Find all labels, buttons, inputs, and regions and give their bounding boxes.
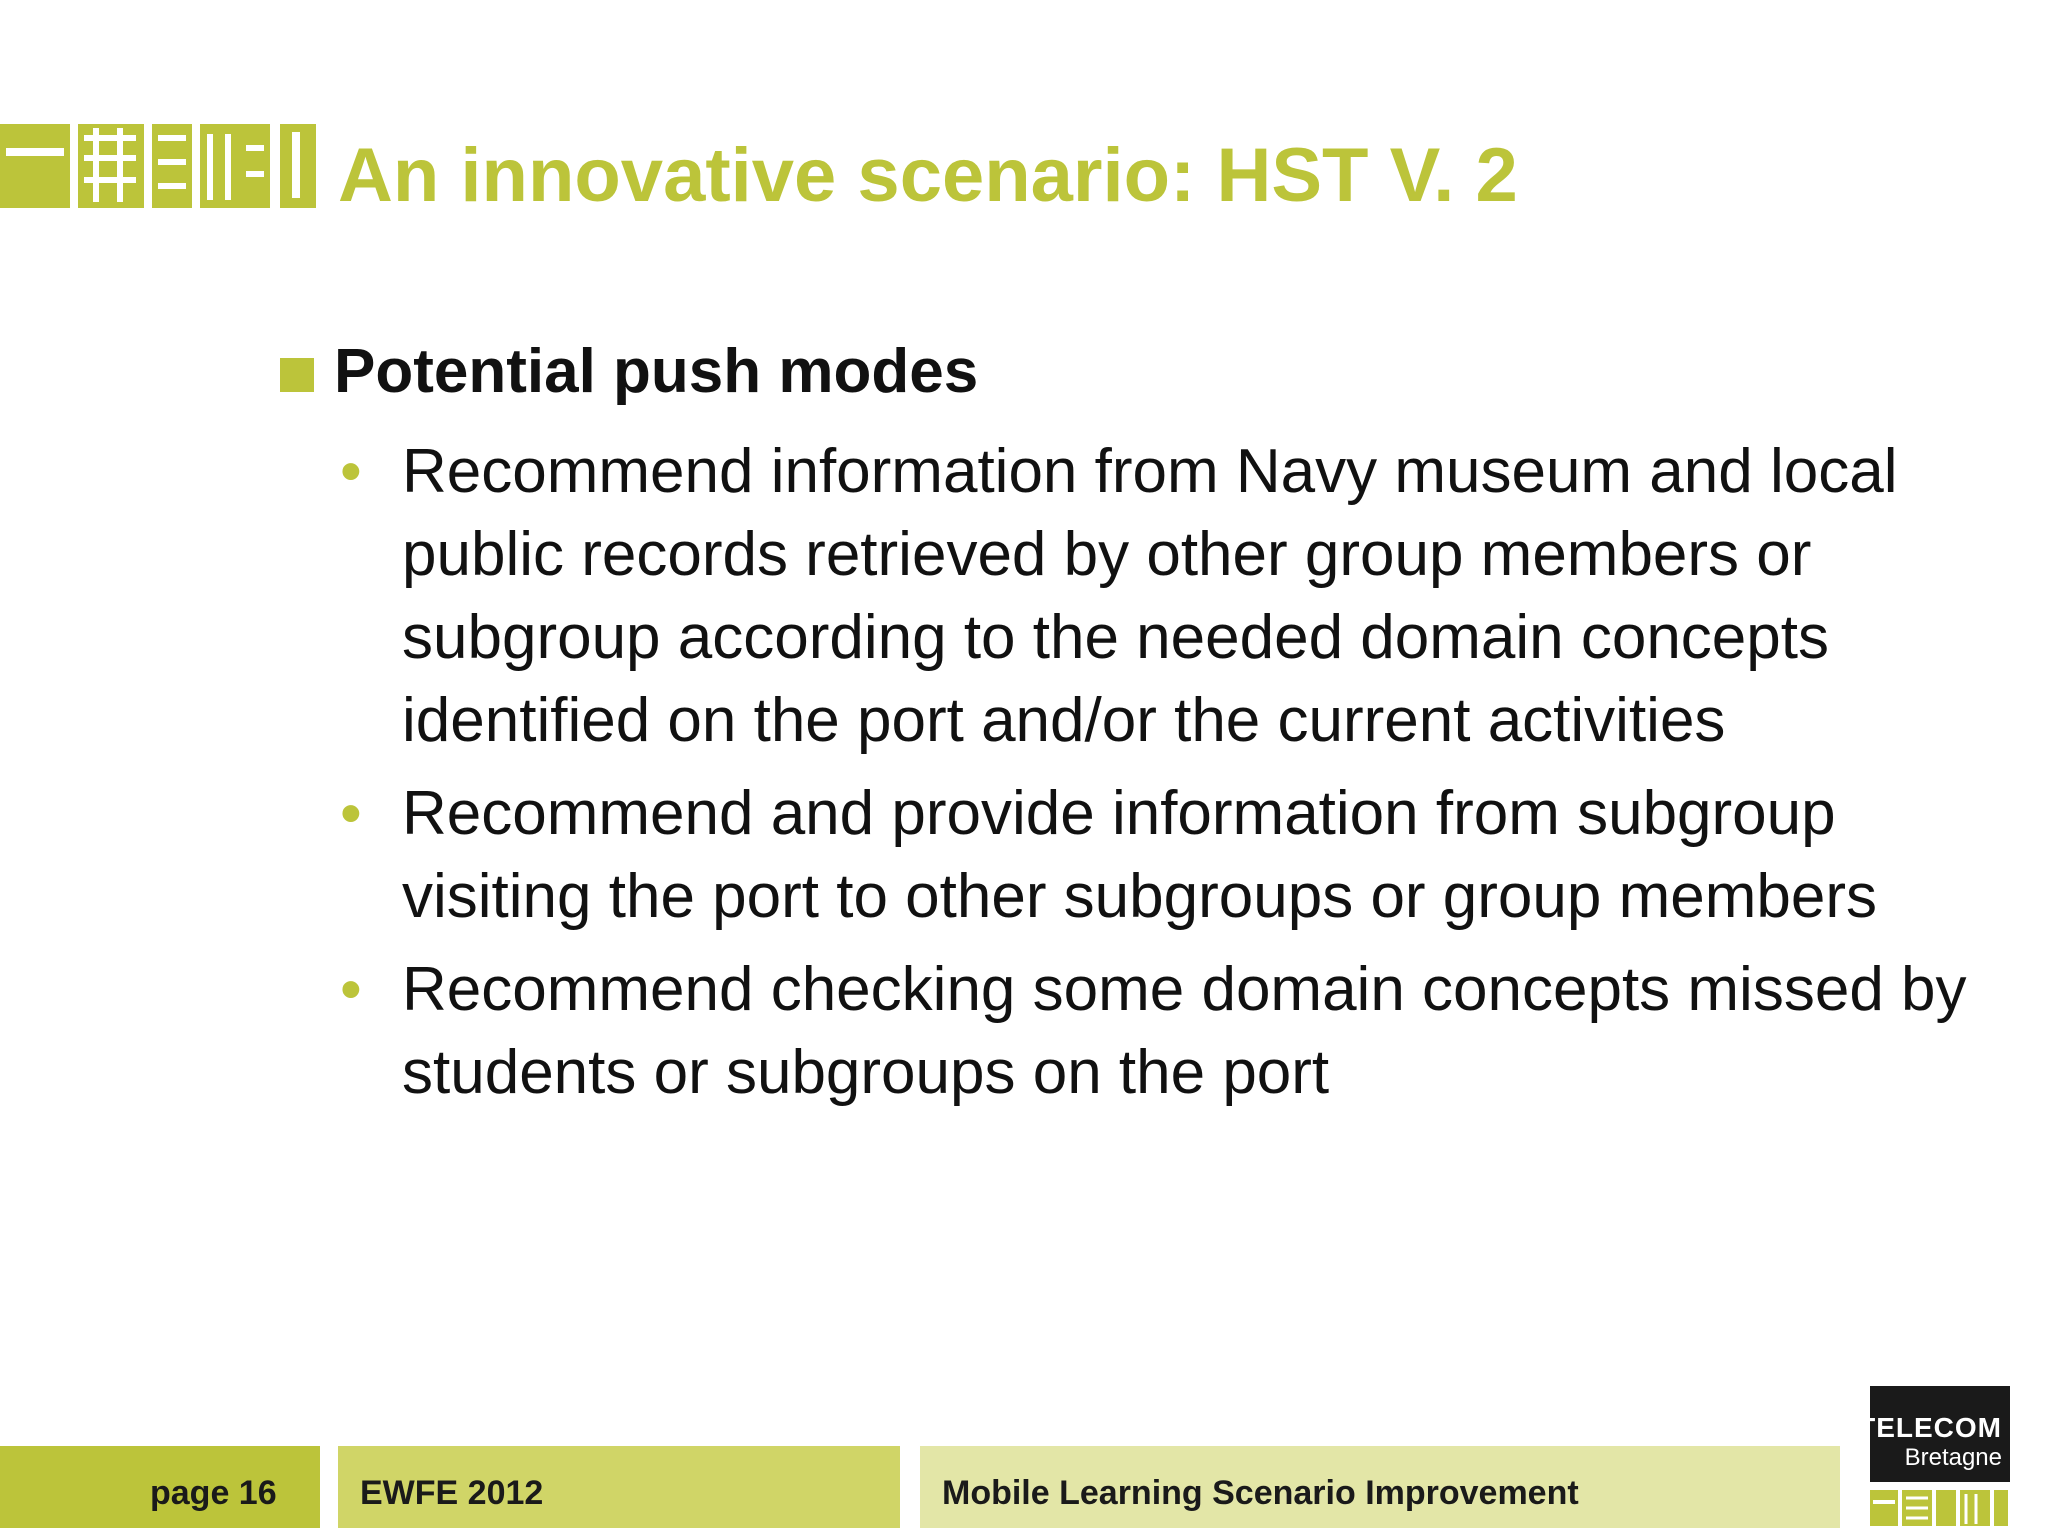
bullet-list (340, 430, 2020, 1114)
section-heading-row (280, 336, 978, 407)
square-bullet-icon (280, 358, 314, 392)
list-item (340, 430, 2020, 762)
page-number: page 16 (150, 1474, 277, 1512)
slide-title: An innovative scenario: HST V. 2 (338, 133, 1518, 218)
conference-label: EWFE 2012 (360, 1474, 544, 1512)
list-item (340, 772, 2020, 938)
list-item (340, 948, 2020, 1114)
list-item-text: Recommend information from Navy museum and local public records retrieved by other group members or subgroup according to the needed domain concepts identified on the port and/or the current activities (402, 437, 1898, 755)
logo-line-1: TELECOM (1858, 1412, 2002, 1443)
logo-line-2: Bretagne (1904, 1444, 2002, 1471)
round-bullet-icon: • (340, 779, 362, 848)
section-heading: Potential push modes (334, 337, 979, 406)
school-logo-small-icon (1870, 1488, 2010, 1528)
presentation-subtitle: Mobile Learning Scenario Improvement (942, 1474, 1579, 1512)
list-item-text: Recommend and provide information from subgroup visiting the port to other subgroups or group members (402, 779, 1877, 931)
list-item-text: Recommend checking some domain concepts missed by students or subgroups on the port (402, 955, 1967, 1107)
round-bullet-icon: • (340, 955, 362, 1024)
school-logo-icon (0, 118, 320, 210)
round-bullet-icon: • (340, 437, 362, 506)
telecom-bretagne-logo (1858, 1386, 2010, 1482)
